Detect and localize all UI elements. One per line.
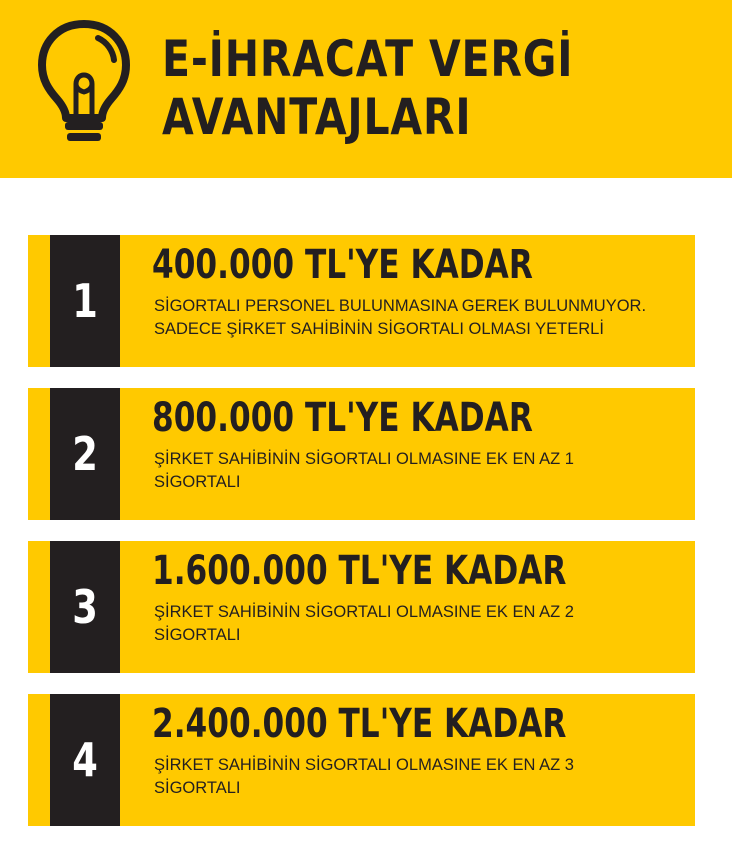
lightbulb-icon	[36, 18, 132, 146]
benefit-number-box	[50, 235, 120, 367]
benefit-number-box	[50, 388, 120, 520]
benefit-title: 800.000 TL'YE KADAR	[152, 395, 533, 441]
benefit-number-box	[50, 541, 120, 673]
benefit-title: 400.000 TL'YE KADAR	[152, 242, 533, 288]
benefit-number-box	[50, 694, 120, 826]
benefit-card-2	[28, 388, 695, 520]
benefit-description: ŞİRKET SAHİBİNİN SİGORTALI OLMASINE EK EN AZ 2 SİGORTALI	[154, 603, 574, 644]
benefit-number: 1	[72, 274, 98, 328]
benefit-number: 2	[72, 427, 98, 481]
benefit-description: SİGORTALI PERSONEL BULUNMASINA GEREK BULUNMUYOR. SADECE ŞİRKET SAHİBİNİN SİGORTALI OLMASI YETERLİ	[154, 297, 647, 338]
benefit-card-4	[28, 694, 695, 826]
benefit-title: 2.400.000 TL'YE KADAR	[152, 701, 567, 747]
header-banner	[0, 0, 732, 178]
page-title-line-1: E-İHRACAT VERGİ	[162, 30, 574, 88]
benefit-description: ŞİRKET SAHİBİNİN SİGORTALI OLMASINE EK EN AZ 1 SİGORTALI	[154, 450, 574, 491]
benefit-title: 1.600.000 TL'YE KADAR	[152, 548, 567, 594]
benefit-card-1	[28, 235, 695, 367]
benefit-description: ŞİRKET SAHİBİNİN SİGORTALI OLMASINE EK EN AZ 3 SİGORTALI	[154, 756, 574, 797]
benefit-number: 4	[72, 733, 98, 787]
page-title-line-2: AVANTAJLARI	[162, 88, 472, 146]
benefit-number: 3	[72, 580, 98, 634]
benefit-card-3	[28, 541, 695, 673]
page-title	[162, 30, 702, 146]
